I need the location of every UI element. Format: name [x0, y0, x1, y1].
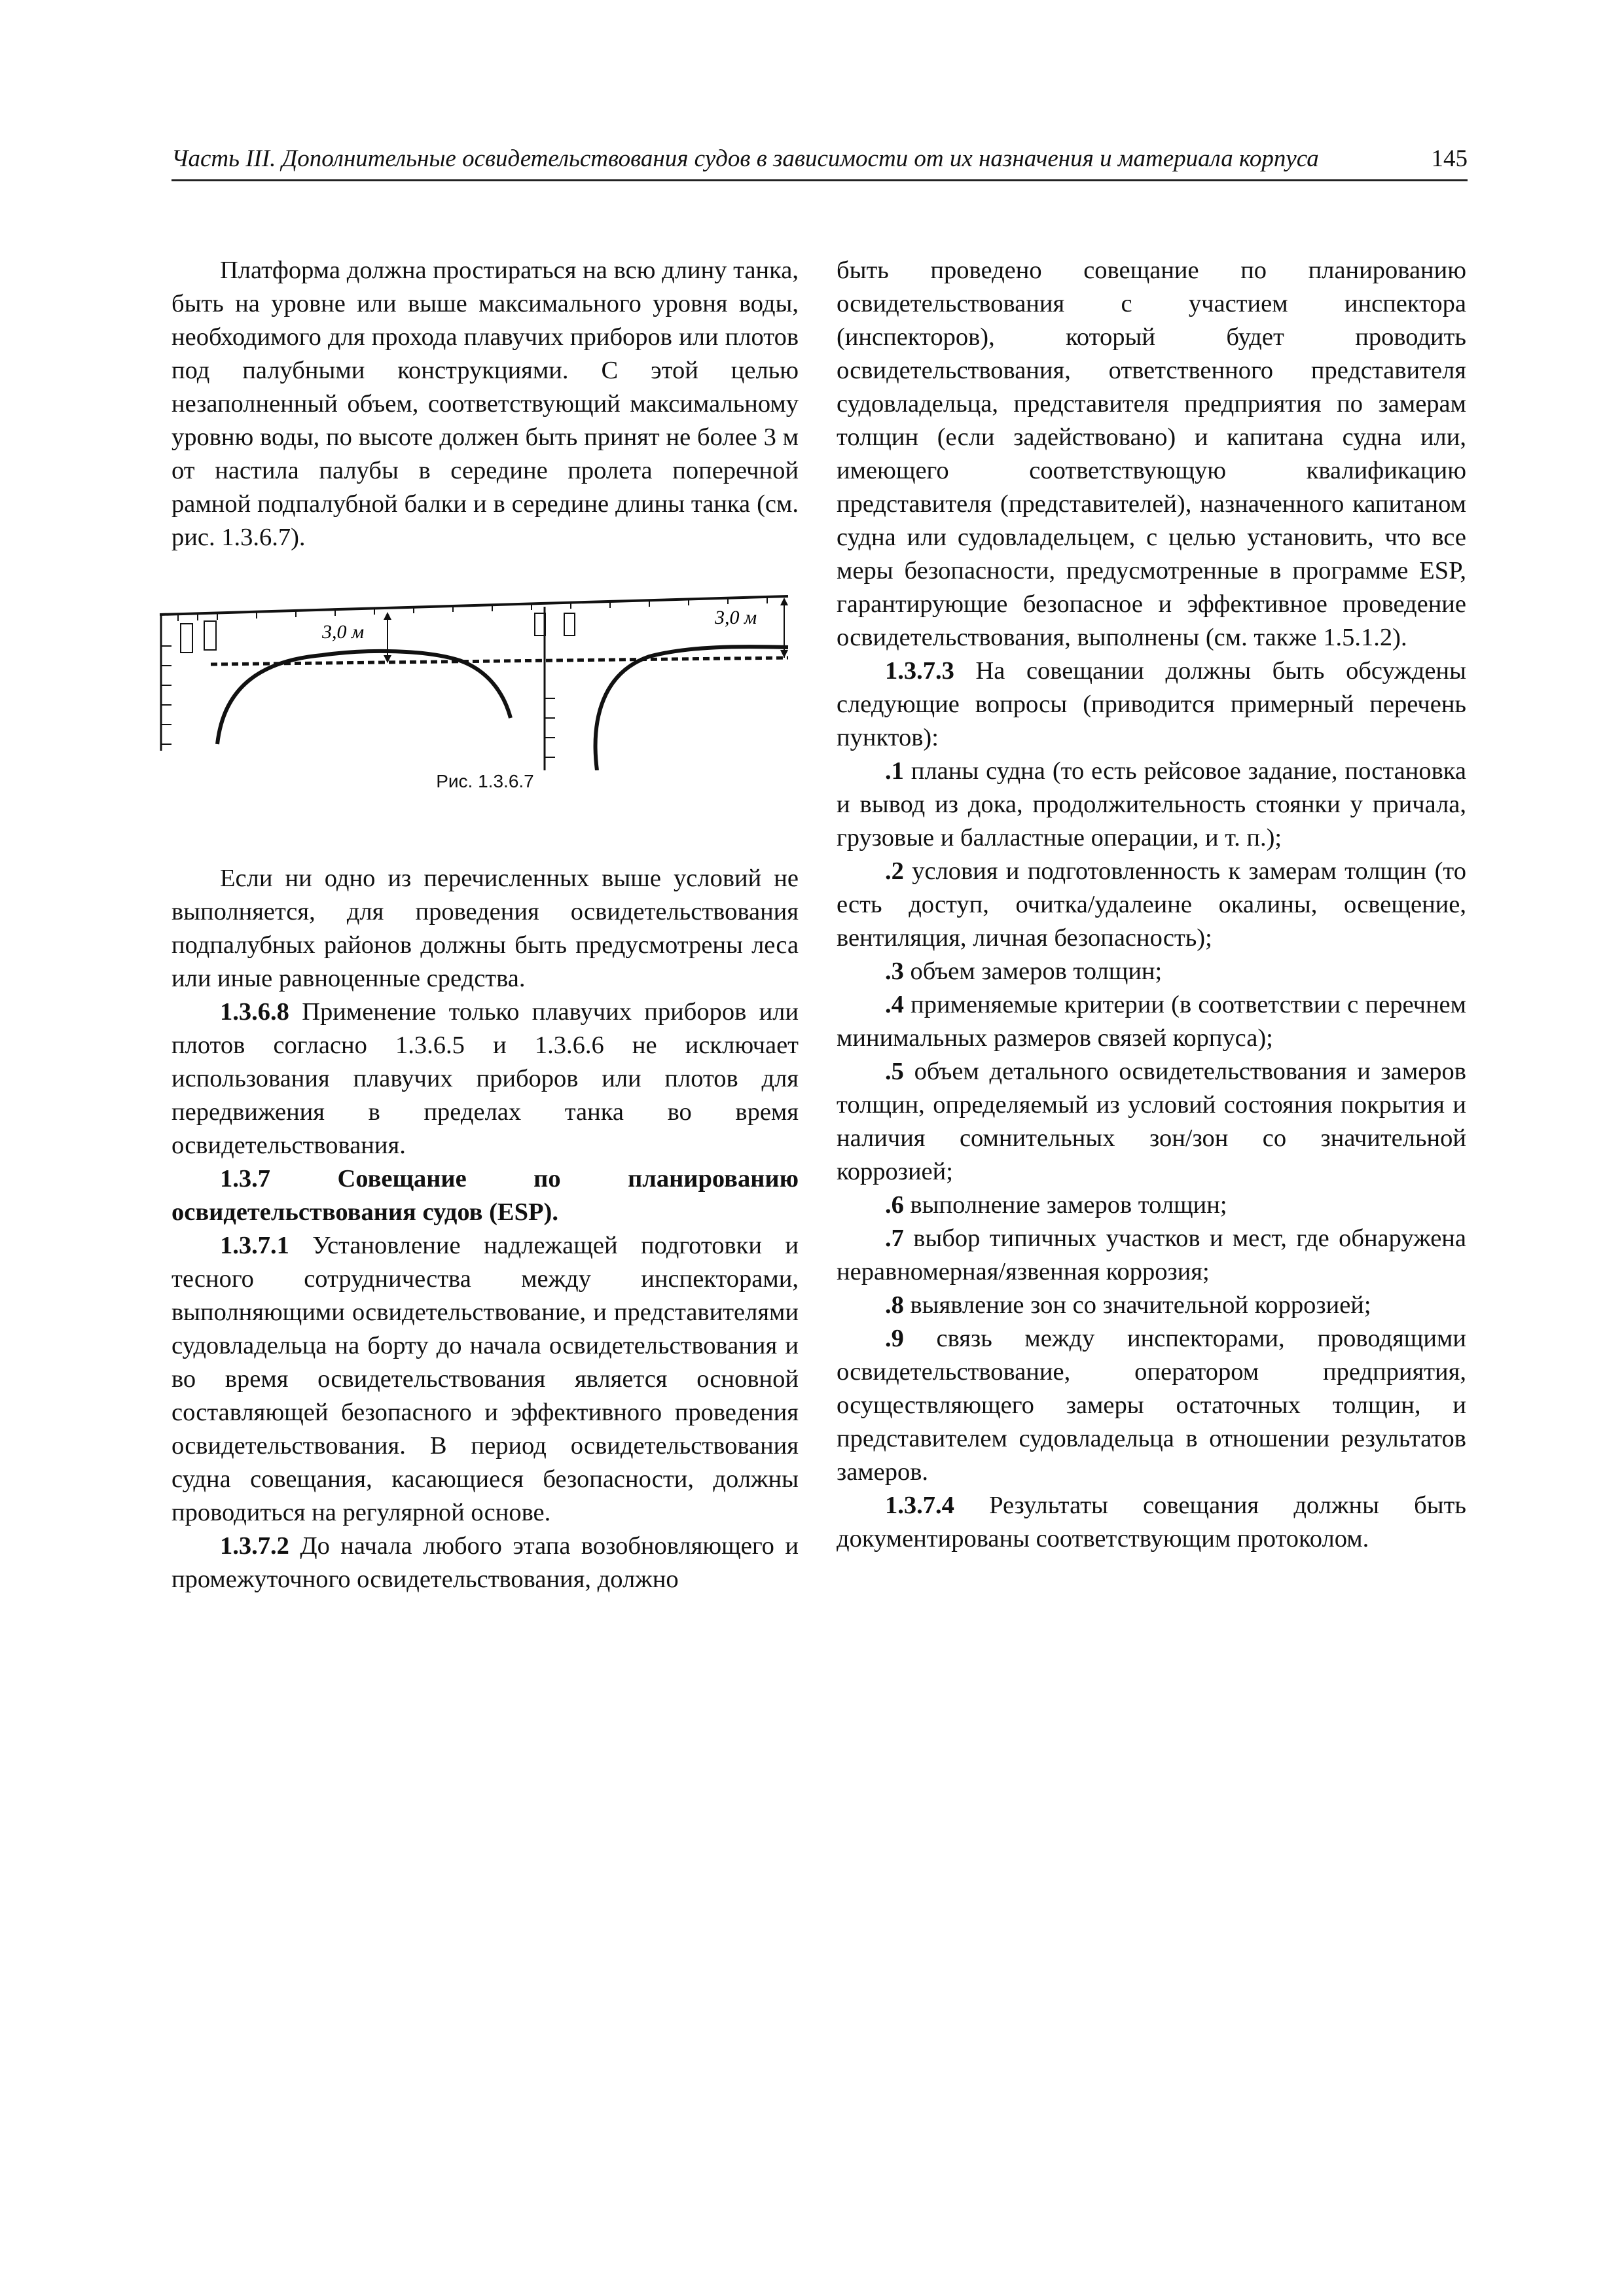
item-number: .6 — [885, 1191, 904, 1219]
item-number: .5 — [885, 1058, 904, 1085]
list-item-2 — [837, 855, 1466, 955]
clause-text: Применение только плавучих приборов или плотов согласно 1.3.6.5 и 1.3.6.6 не исключает использования плавучих приборов или плотов для передвижения в пределах танка во время освидетельствования. — [171, 998, 799, 1159]
middle-tag-2 — [564, 613, 575, 636]
clause-text: До начала любого этапа возобновляющего и промежуточного освидетельствования, должно — [171, 1532, 799, 1593]
right-column — [837, 254, 1466, 1556]
deck-line — [160, 596, 788, 615]
item-text: связь между инспекторами, проводящими освидетельствование, оператором предприятия, осуществляющего замеры остаточных толщин, и представителем судовладельца в отношении результатов замеров. — [837, 1325, 1466, 1486]
item-text: планы судна (то есть рейсовое задание, постановка и вывод из дока, продолжительность стоянки у причала, грузовые и балластные операции, и т. п.); — [837, 757, 1466, 852]
item-number: .1 — [885, 757, 904, 785]
item-number: .8 — [885, 1291, 904, 1319]
clause-text: На совещании должны быть обсуждены следующие вопросы (приводится примерный перечень пунктов): — [837, 657, 1466, 751]
item-text: выявление зон со значительной коррозией; — [903, 1291, 1371, 1319]
section-heading-1-3-7: 1.3.7 Совещание по планированию освидетельствования судов (ESP). — [171, 1165, 799, 1226]
tank-cross-section-diagram — [152, 587, 806, 770]
paragraph-1-3-7-3 — [837, 655, 1466, 755]
item-text: объем замеров толщин; — [903, 958, 1163, 985]
clause-number: 1.3.6.8 — [220, 998, 289, 1026]
left-frame-arch — [217, 651, 511, 744]
left-tag-2 — [204, 621, 216, 650]
header-title: Часть III. Дополнительные освидетельствования судов в зависимости от их назначения и материала корпуса — [171, 145, 1319, 172]
left-tag — [181, 624, 192, 653]
paragraph-continued: быть проведено совещание по планированию освидетельствования с участием инспектора (инспекторов), который будет проводить освидетельствования, ответственного представителя судовладельца, представителя предприятия по замерам толщин (если задействовано) и капитана судна или, имеющего соответствующую квалификацию представителя (представителей), назначенного капитаном судна или судовладельцем, с целью установить, что все меры безопасности, предусмотренные в программе ESP, гарантирующие безопасное и эффективное проведение освидетельствования, выполнены (см. также 1.5.1.2). — [837, 257, 1466, 651]
list-item-8 — [837, 1289, 1466, 1322]
dimension-label-left: 3,0 м — [322, 621, 365, 643]
running-header — [171, 137, 1468, 181]
item-text: применяемые критерии (в соответствии с перечнем минимальных размеров связей корпуса); — [837, 991, 1466, 1052]
clause-text: Результаты совещания должны быть документированы соответствующим протоколом. — [837, 1492, 1466, 1552]
list-item-4 — [837, 988, 1466, 1055]
dimension-label-right: 3,0 м — [715, 607, 757, 628]
item-text: условия и подготовленность к замерам толщин (то есть доступ, очитка/удалеине окалины, освещение, вентиляция, личная безопасность); — [837, 857, 1466, 952]
item-number: .2 — [885, 857, 904, 885]
list-item-3 — [837, 955, 1466, 988]
paragraph-1-3-7-4 — [837, 1489, 1466, 1556]
clause-number: 1.3.7.4 — [885, 1492, 954, 1519]
item-text: выполнение замеров толщин; — [903, 1191, 1227, 1219]
clause-text: Установление надлежащей подготовки и тесного сотрудничества между инспекторами, выполняющими освидетельствование, и представителями судовладельца на борту до начала освидетельствования и во время освидетельствования является основной составляющей безопасного и эффективного проведения освидетельствования. В период освидетельствования судна совещания, касающиеся безопасности, должны проводиться на регулярной основе. — [171, 1232, 799, 1526]
figure-caption: Рис. 1.3.6.7 — [436, 771, 534, 791]
page-number: 145 — [1431, 145, 1468, 172]
left-ladder-ticks — [161, 646, 171, 744]
list-item-5 — [837, 1055, 1466, 1189]
list-item-6 — [837, 1189, 1466, 1222]
middle-ticks — [545, 698, 555, 757]
clause-number: 1.3.7.1 — [220, 1232, 289, 1259]
clause-number: 1.3.7.2 — [220, 1532, 289, 1560]
list-item-9 — [837, 1322, 1466, 1489]
paragraph: Если ни одно из перечисленных выше условий не выполняется, для проведения освидетельствования подпалубных районов должны быть предусмотрены леса или иные равноценные средства. — [171, 865, 799, 992]
paragraph-1-3-7-2 — [171, 1530, 799, 1596]
item-number: .4 — [885, 991, 904, 1018]
item-number: .7 — [885, 1225, 904, 1252]
clause-number: 1.3.7.3 — [885, 657, 954, 685]
list-item-1 — [837, 755, 1466, 855]
figure-1-3-6-7 — [171, 561, 799, 797]
right-frame-arch — [596, 647, 788, 770]
item-number: .9 — [885, 1325, 904, 1352]
paragraph-1-3-7-1 — [171, 1229, 799, 1530]
item-text: выбор типичных участков и мест, где обнаружена неравномерная/язвенная коррозия; — [837, 1225, 1466, 1285]
left-column — [171, 254, 799, 1596]
item-text: объем детального освидетельствования и замеров толщин, определяемый из условий состояния покрытия и наличия сомнительных зон/зон со значительной коррозией; — [837, 1058, 1466, 1185]
list-item-7 — [837, 1222, 1466, 1289]
paragraph: Платформа должна простираться на всю длину танка, быть на уровне или выше максимального уровня воды, необходимого для прохода плавучих приборов или плотов под палубными конструкциями. С этой целью незаполненный объем, соответствующий максимальному уровню воды, по высоте должен быть принят не более 3 м от настила палубы в середине пролета поперечной рамной подпалубной балки и в середине длины танка (см. рис. 1.3.6.7). — [171, 257, 799, 551]
paragraph-1-3-6-8 — [171, 996, 799, 1162]
item-number: .3 — [885, 958, 904, 985]
